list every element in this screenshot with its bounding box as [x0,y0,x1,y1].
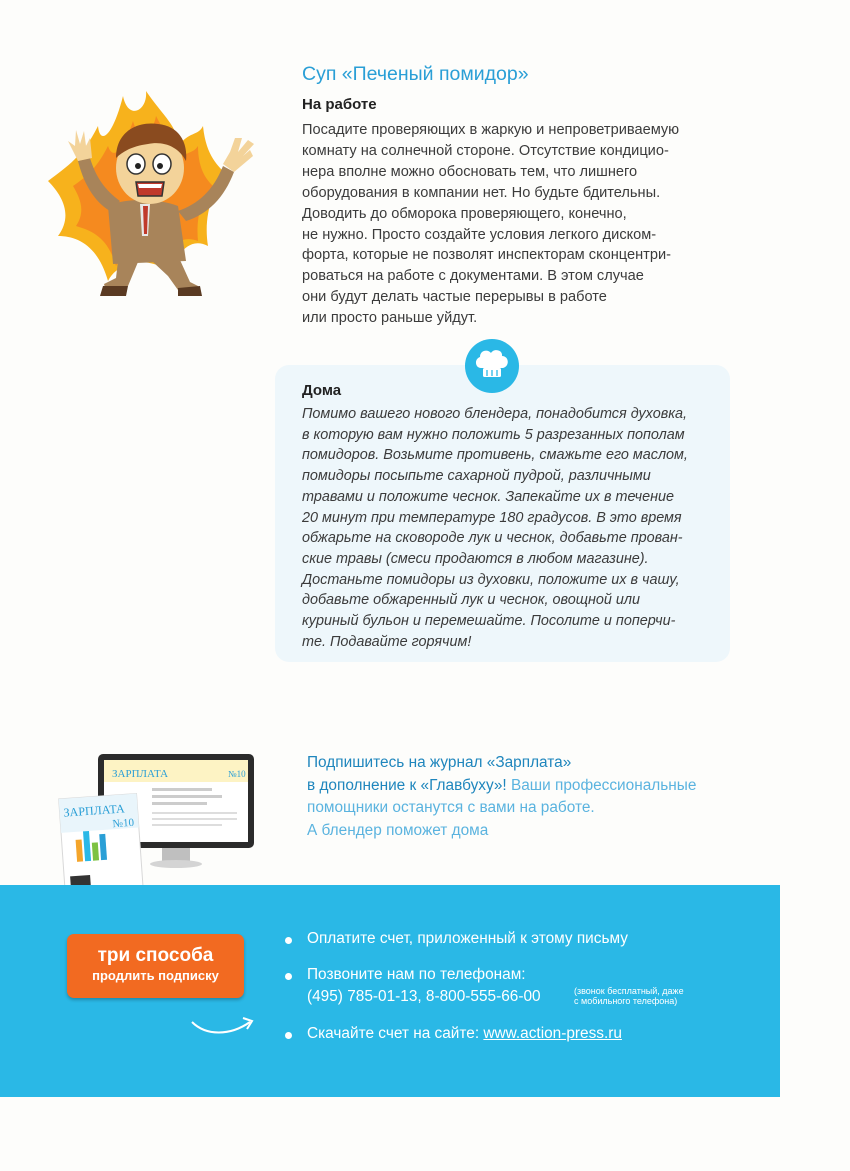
home-text-line: добавьте обжаренный лук и чеснок, овощной или [302,592,641,609]
recipe-title: Суп «Печеный помидор» [302,63,529,85]
cta-line-main: три способа [97,945,214,966]
burning-man-illustration [28,86,278,301]
promo-line-bold: в дополнение к «Главбуху»! [307,776,507,794]
cta-line-sub: продлить подписку [92,968,219,983]
home-text-line: Достаньте помидоры из духовки, положите их в чашу, [302,571,680,588]
option-call-phones[interactable]: (495) 785-01-13, 8-800-555-66-00 [307,988,541,1005]
bullet-dot [285,973,292,980]
promo-line: А блендер поможет дома [307,821,489,839]
option-pay-invoice: Оплатите счет, приложенный к этому письму [307,930,628,947]
home-text-line: обжарьте на сковороде лук и чеснок, добавьте прован- [302,530,683,547]
home-text-line: ские травы (смеси продаются в любом магазине). [302,550,649,567]
curved-arrow-icon [188,1008,260,1038]
home-section-text [302,404,722,652]
magazine-promo-image [58,750,258,898]
work-text-line: форта, которые не позволят инспекторам сконцентри- [302,247,671,264]
work-text-line: нера вполне можно обосновать тем, что лишнего [302,163,638,180]
home-text-line: травами и положите чеснок. Запекайте их в течение [302,488,675,505]
screen-magazine-title: ЗАРПЛАТА [112,768,169,780]
bullet-dot [285,1032,292,1039]
work-text-line: Посадите проверяющих в жаркую и непроветриваемую [302,122,680,138]
call-note-line: (звонок бесплатный, даже [574,986,684,996]
work-text-line: Доводить до обморока проверяющего, конечно, [302,205,627,222]
work-text-line: комнату на солнечной стороне. Отсутствие кондицио- [302,142,669,159]
chef-hat-icon [464,338,520,394]
bullet-dot [285,937,292,944]
work-text-line: роваться на работе с документами. В этом случае [302,268,644,285]
home-text-line: помидоров. Возьмите противень, смажьте его маслом, [302,447,688,464]
work-text-line: они будут делать частые перерывы в работе [302,289,607,306]
work-text-line: не нужно. Просто создайте условия легкого диском- [302,226,657,243]
screen-magazine-issue: №10 [228,769,246,779]
home-text-line: те. Подавайте горячим! [302,633,472,650]
work-text-line: оборудования в компании нет. Но будьте бдительны. [302,184,661,201]
home-text-line: помидоры посыпьте сахарной пудрой, различными [302,468,651,485]
option-download [307,1025,622,1043]
work-section-text [302,120,722,329]
home-text-line: 20 минут при температуре 180 градусов. В это время [302,509,682,526]
work-section-heading: На работе [302,96,377,113]
promo-line: Подпишитесь на журнал «Зарплата» [307,754,572,771]
option-call-label: Позвоните нам по телефонам: [307,966,526,983]
promo-line-rest: Ваши профессиональные [506,776,697,794]
website-link[interactable]: www.action-press.ru [483,1025,622,1042]
renew-subscription-button[interactable] [67,934,244,998]
promo-line: помощники останутся с вами на работе. [307,799,595,816]
cover-magazine-issue: №10 [112,816,135,831]
home-text-line: куриный бульон и перемешайте. Посолите и поперчи- [302,613,676,630]
home-text-line: Помимо вашего нового блендера, понадобится духовка, [302,406,688,422]
home-section-heading: Дома [302,382,342,399]
cover-magazine-title: ЗАРПЛАТА [63,801,126,820]
promo-text [307,752,747,842]
call-note-line: с мобильного телефона) [574,996,678,1006]
option-download-label: Скачайте счет на сайте: [307,1025,484,1042]
work-text-line: или просто раньше уйдут. [302,310,478,327]
home-text-line: в которую вам нужно положить 5 разрезанных пополам [302,426,685,443]
